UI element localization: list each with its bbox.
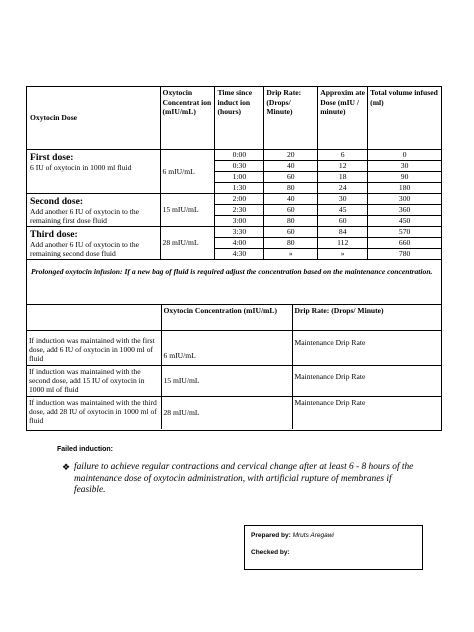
maintenance-header-drip-rate: Drip Rate: (Drops/ Minute) <box>292 305 441 330</box>
maintenance-concentration: 6 mIU/mL <box>161 330 292 365</box>
volume-cell: 360 <box>368 205 442 216</box>
time-cell: 3:30 <box>215 227 264 238</box>
maintenance-concentration: 28 mIU/mL <box>161 396 292 429</box>
table-row <box>27 365 441 396</box>
drip-cell: 60 <box>264 227 318 238</box>
prolonged-infusion-note: Prolonged oxytocin infusion: If a new bag of fluid is required adjust the concentration based on the maintenance concentration. <box>27 260 442 305</box>
maintenance-condition: If induction was maintained with the first dose, add 6 IU of oxytocin in 1000 ml of fluid <box>27 330 161 365</box>
maintenance-row <box>27 305 442 431</box>
time-cell: 4:00 <box>215 238 264 249</box>
drip-cell: 60 <box>264 205 318 216</box>
maintenance-rate: Maintenance Drip Rate <box>292 365 441 396</box>
second-dose-concentration: 15 mIU/mL <box>160 194 215 227</box>
time-cell: 3:00 <box>215 216 264 227</box>
prepared-by-value: Mruts Aregawi <box>292 532 334 539</box>
maintenance-header-row <box>27 305 441 330</box>
table-row <box>27 194 442 205</box>
failed-induction-bullet <box>62 462 424 497</box>
dose-cell: 30 <box>318 194 368 205</box>
time-cell: 0:00 <box>215 150 264 161</box>
dose-cell: 112 <box>318 238 368 249</box>
dose-cell: 6 <box>318 150 368 161</box>
maintenance-header-concentration: Oxytocin Concentration (mIU/mL) <box>161 305 292 330</box>
maintenance-concentration: 15 mIU/mL <box>161 365 292 396</box>
time-cell: 1:30 <box>215 183 264 194</box>
time-cell: 4:30 <box>215 249 264 260</box>
volume-cell: 450 <box>368 216 442 227</box>
failed-induction-text: failure to achieve regular contractions and cervical change after at least 6 - 8 hours of the maintenance dose of oxytocin administration, with artificial rupture of membranes if feasible. <box>74 462 414 495</box>
volume-cell: 30 <box>368 161 442 172</box>
volume-cell: 180 <box>368 183 442 194</box>
third-dose-cell <box>27 227 161 260</box>
maintenance-rate: Maintenance Drip Rate <box>292 396 441 429</box>
oxytocin-dose-table <box>26 86 442 431</box>
dose-cell: 12 <box>318 161 368 172</box>
dose-cell: 60 <box>318 216 368 227</box>
time-cell: 2:30 <box>215 205 264 216</box>
prepared-by-row <box>251 532 334 539</box>
volume-cell: 300 <box>368 194 442 205</box>
bullet-diamond-icon: ❖ <box>62 462 71 472</box>
drip-cell: 80 <box>264 216 318 227</box>
third-dose-concentration: 28 mIU/mL <box>160 227 215 260</box>
second-dose-title: Second dose: <box>30 196 84 207</box>
drip-cell: 40 <box>264 161 318 172</box>
dose-cell: 45 <box>318 205 368 216</box>
table-row <box>27 396 441 429</box>
signature-box <box>244 525 423 570</box>
second-dose-desc: Add another 6 IU of oxytocin to the remaining first dose fluid <box>30 207 140 225</box>
dose-cell: 18 <box>318 172 368 183</box>
checked-by-row <box>251 549 290 556</box>
checked-by-label: Checked by: <box>251 549 290 556</box>
volume-cell: 570 <box>368 227 442 238</box>
first-dose-cell <box>27 150 161 194</box>
header-drip-rate: Drip Rate: (Drops/ Minute) <box>264 87 318 150</box>
header-approx-dose: Approxim ate Dose (mIU / minute) <box>318 87 368 150</box>
table-row <box>27 330 441 365</box>
time-cell: 2:00 <box>215 194 264 205</box>
header-total-volume: Total volume infused (ml) <box>368 87 442 150</box>
table-row <box>27 227 442 238</box>
header-concentration: Oxytocin Concentrat ion (mIU/mL) <box>160 87 215 150</box>
time-cell: 1:00 <box>215 172 264 183</box>
volume-cell: 0 <box>368 150 442 161</box>
maintenance-condition: If induction was maintained with the second dose, add 15 IU of oxytocin in 1000 ml of fluid <box>27 365 161 396</box>
header-oxytocin-dose: Oxytocin Dose <box>27 87 161 150</box>
second-dose-cell <box>27 194 161 227</box>
third-dose-desc: Add another 6 IU of oxytocin to the remaining second dose fluid <box>30 240 140 258</box>
time-cell: 0:30 <box>215 161 264 172</box>
first-dose-desc: 6 IU of oxytocin in 1000 ml fluid <box>30 163 132 172</box>
first-dose-concentration: 6 mIU/mL <box>160 150 215 194</box>
maintenance-header-empty <box>27 305 161 330</box>
drip-cell: 40 <box>264 194 318 205</box>
maintenance-rate: Maintenance Drip Rate <box>292 330 441 365</box>
drip-cell: 80 <box>264 183 318 194</box>
first-dose-title: First dose: <box>30 152 74 163</box>
volume-cell: 660 <box>368 238 442 249</box>
dose-cell: » <box>318 249 368 260</box>
volume-cell: 90 <box>368 172 442 183</box>
header-time: Time since induct ion (hours) <box>215 87 264 150</box>
prolonged-note-row <box>27 260 442 305</box>
dose-cell: 24 <box>318 183 368 194</box>
table-row <box>27 150 442 161</box>
volume-cell: 780 <box>368 249 442 260</box>
table-header-row <box>27 87 442 150</box>
drip-cell: » <box>264 249 318 260</box>
drip-cell: 20 <box>264 150 318 161</box>
dose-cell: 84 <box>318 227 368 238</box>
maintenance-table <box>27 305 441 429</box>
drip-cell: 60 <box>264 172 318 183</box>
failed-induction-title: Failed induction: <box>57 446 113 453</box>
maintenance-condition: If induction was maintained with the third dose, add 28 IU of oxytocin in 1000 ml of fluid <box>27 396 161 429</box>
drip-cell: 80 <box>264 238 318 249</box>
third-dose-title: Third dose: <box>30 229 78 240</box>
prepared-by-label: Prepared by: <box>251 532 291 539</box>
